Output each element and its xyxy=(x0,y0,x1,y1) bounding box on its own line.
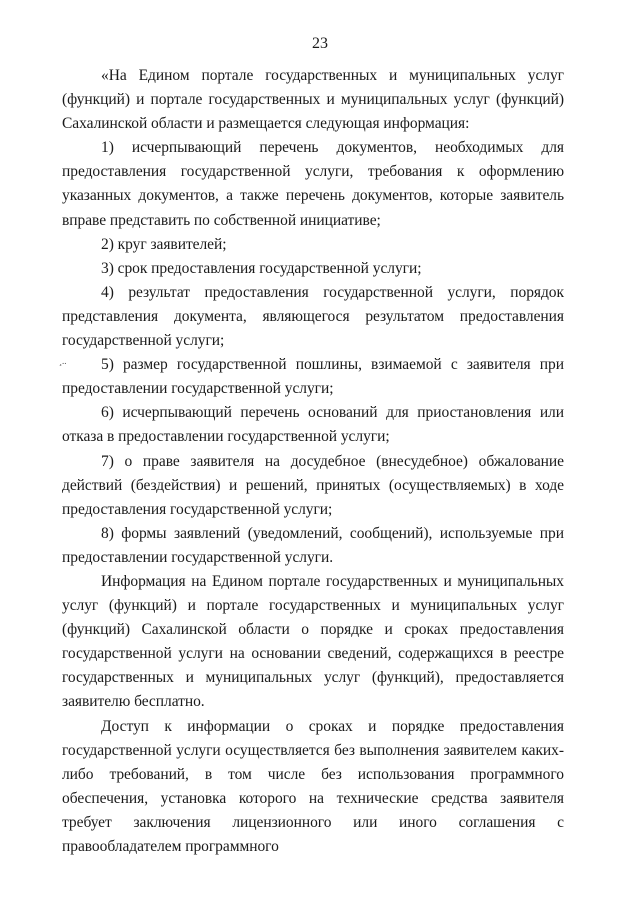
list-item-7: 7) о праве заявителя на досудебное (внесудебное) обжалование действий (бездействия) и решений, принятых (осуществляемых) в ходе предоставления государственной услуги; xyxy=(62,452,564,518)
list-item-3: 3) срок предоставления государственной услуги; xyxy=(101,259,422,277)
page-number: 23 xyxy=(312,35,328,52)
list-item-5: 5) размер государственной пошлины, взимаемой с заявителя при предоставлении государственной услуги; xyxy=(62,356,564,398)
document-body xyxy=(62,64,564,859)
list-item-1: 1) исчерпывающий перечень документов, необходимых для предоставления государственной услуги, требования к оформлению указанных документов, а также перечень документов, которые заявитель вправе представить по собственной инициативе; xyxy=(62,139,564,229)
list-item-4: 4) результат предоставления государственной услуги, порядок представления документа, являющегося результатом предоставления государственной услуги; xyxy=(62,283,564,350)
list-item-6: 6) исчерпывающий перечень оснований для приостановления или отказа в предоставлении государственной услуги; xyxy=(62,404,564,446)
paragraph-portal-info: Информация на Едином портале государственных и муниципальных услуг (функций) и портале государственных и муниципальных услуг (функций) Сахалинской области о порядке и сроках предоставления государственной услуги на основании сведений, содержащихся в реестре государственных и муниципальных услуг (функций), предоставляется заявителю бесплатно. xyxy=(62,572,564,711)
paragraph-access-info: Доступ к информации о сроках и порядке предоставления государственной услуги осуществляется без выполнения заявителем каких-либо требований, в том числе без использования программного обеспечения, установка которого на технические средства заявителя требует заключения лицензионного или иного соглашения с правообладателем программного xyxy=(62,717,564,855)
list-item-2: 2) круг заявителей; xyxy=(101,235,227,253)
list-item-8: 8) формы заявлений (уведомлений, сообщений), используемые при предоставлении государственной услуги. xyxy=(62,524,564,566)
margin-mark: ¸.. xyxy=(59,356,67,366)
paragraph-intro: «На Едином портале государственных и муниципальных услуг (функций) и портале государственных и муниципальных услуг (функций) Сахалинской области и размещается следующая информация: xyxy=(62,67,564,133)
